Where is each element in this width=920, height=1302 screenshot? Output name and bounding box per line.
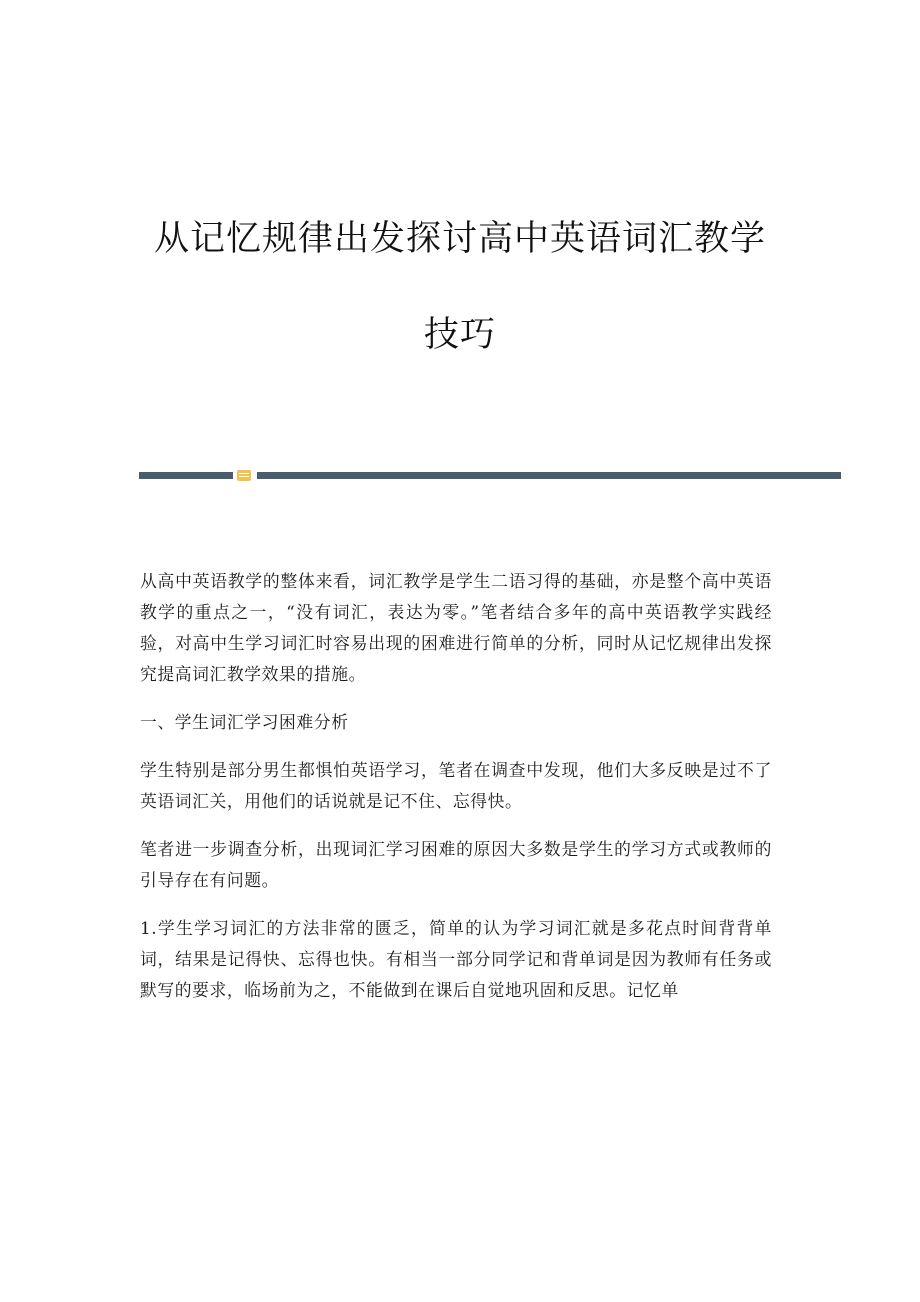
paragraph-intro: 从高中英语教学的整体来看，词汇教学是学生二语习得的基础，亦是整个高中英语教学的重点之一，“没有词汇，表达为零。”笔者结合多年的高中英语教学实践经验，对高中生学习词汇时容易出现的困难进行简单的分析，同时从记忆规律出发探究提高词汇教学效果的措施。 — [140, 571, 772, 684]
divider-bar-left — [139, 472, 233, 479]
paragraph: 笔者进一步调查分析，出现词汇学习困难的原因大多数是学生的学习方式或教师的引导存在有问题。 — [140, 839, 772, 890]
section-heading: 一、学生词汇学习困难分析 — [140, 712, 349, 732]
document-title-line-1: 从记忆规律出发探讨高中英语词汇教学 — [153, 219, 766, 259]
divider-bar-right — [257, 472, 841, 479]
paragraph: 学生特别是部分男生都惧怕英语学习，笔者在调查中发现，他们大多反映是过不了英语词汇关，用他们的话说就是记不住、忘得快。 — [140, 760, 772, 811]
divider-ornament-icon — [237, 470, 251, 481]
title-divider — [139, 470, 841, 480]
document-title-line-2: 技巧 — [423, 315, 496, 355]
document-body — [140, 566, 772, 1023]
paragraph: 1.学生学习词汇的方法非常的匮乏，简单的认为学习词汇就是多花点时间背背单词，结果是记得快、忘得也快。有相当一部分同学记和背单词是因为教师有任务或默写的要求，临场前为之，不能做到在课后自觉地巩固和反思。记忆单 — [140, 918, 772, 1000]
